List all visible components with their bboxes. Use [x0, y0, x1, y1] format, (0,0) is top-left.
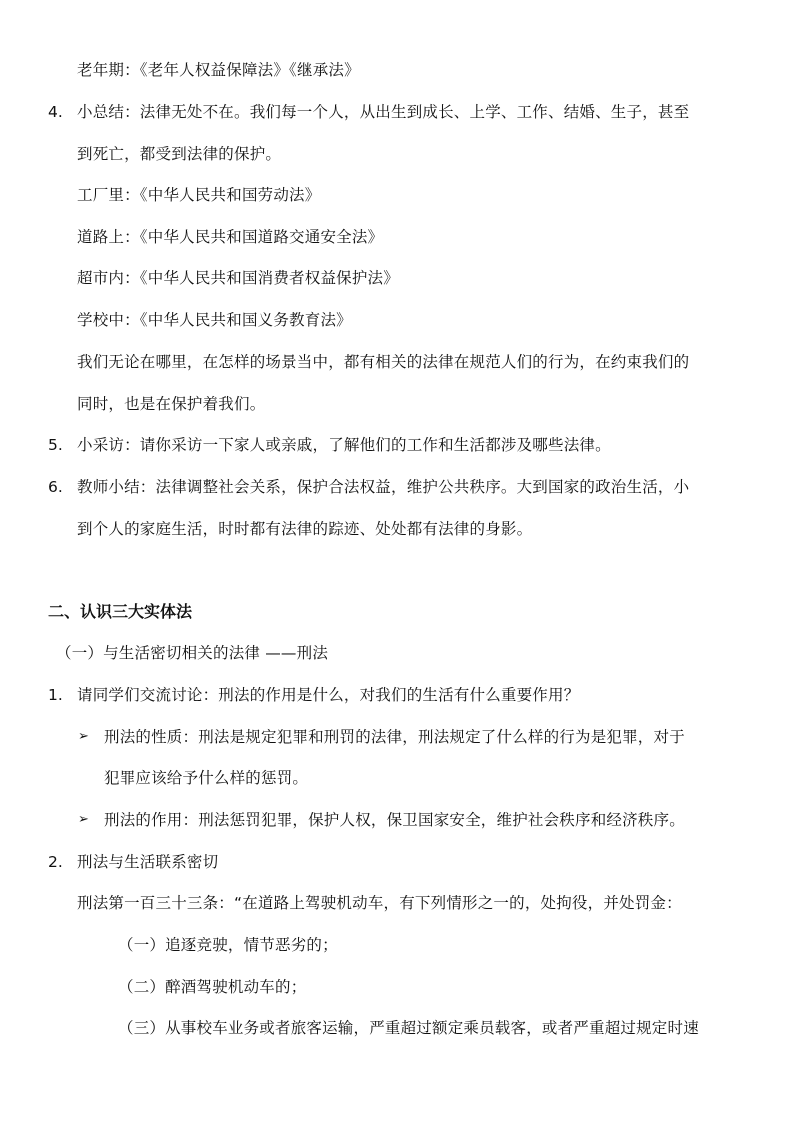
item-4-line-1: 小总结：法律无处不在。我们每一个人，从出生到成长、上学、工作、结婚、生子，甚至: [77, 103, 690, 121]
article-133-line: 刑法第一百三十三条：“在道路上驾驶机动车，有下列情形之一的，处拘役，并处罚金：: [77, 894, 682, 912]
criminal-law-function-line: 刑法的作用：刑法惩罚犯罪，保护人权，保卫国家安全，维护社会秩序和经济秩序。: [104, 811, 685, 829]
item-5-number: 5.: [48, 436, 63, 454]
item-6-line-2: 到个人的家庭生活，时时都有法律的踪迹、处处都有法律的身影。: [77, 520, 533, 538]
item-1-text: 请同学们交流讨论：刑法的作用是什么，对我们的生活有什么重要作用？: [77, 686, 580, 704]
elderly-law-line: 老年期：《老年人权益保障法》《继承法》: [77, 61, 360, 79]
item-6-number: 6.: [48, 478, 63, 496]
criminal-law-nature-line-1: 刑法的性质：刑法是规定犯罪和刑罚的法律，刑法规定了什么样的行为是犯罪，对于: [104, 728, 685, 746]
section-2-heading: 二、认识三大实体法: [48, 602, 193, 621]
law-road: 道路上：《中华人民共和国道路交通安全法》: [77, 228, 384, 246]
subsection-heading: （一）与生活密切相关的法律 ——刑法: [56, 644, 329, 662]
item-4-number: 4.: [48, 103, 63, 121]
law-school: 学校中：《中华人民共和国义务教育法》: [77, 311, 352, 329]
law-supermarket: 超市内：《中华人民共和国消费者权益保护法》: [77, 269, 399, 287]
clause-2: （二）醉酒驾驶机动车的；: [118, 978, 307, 996]
summary-line-2: 同时，也是在保护着我们。: [77, 395, 266, 413]
law-factory: 工厂里：《中华人民共和国劳动法》: [77, 186, 321, 204]
arrow-bullet-icon: ➢: [78, 812, 89, 827]
item-2-text: 刑法与生活联系密切: [77, 853, 219, 871]
item-1-number: 1.: [48, 686, 63, 704]
summary-line-1: 我们无论在哪里，在怎样的场景当中，都有相关的法律在规范人们的行为，在约束我们的: [77, 353, 690, 371]
clause-1: （一）追逐竞驶，情节恶劣的；: [118, 936, 338, 954]
item-2-number: 2.: [48, 853, 63, 871]
criminal-law-nature-line-2: 犯罪应该给予什么样的惩罚。: [104, 769, 309, 787]
item-4-line-2: 到死亡，都受到法律的保护。: [77, 145, 282, 163]
clause-3: （三）从事校车业务或者旅客运输，严重超过额定乘员载客，或者严重超过规定时速: [118, 1019, 699, 1037]
arrow-bullet-icon: ➢: [78, 729, 89, 744]
item-5-text: 小采访：请你采访一下家人或亲戚，了解他们的工作和生活都涉及哪些法律。: [77, 436, 611, 454]
item-6-line-1: 教师小结：法律调整社会关系，保护合法权益，维护公共秩序。大到国家的政治生活，小: [77, 478, 690, 496]
